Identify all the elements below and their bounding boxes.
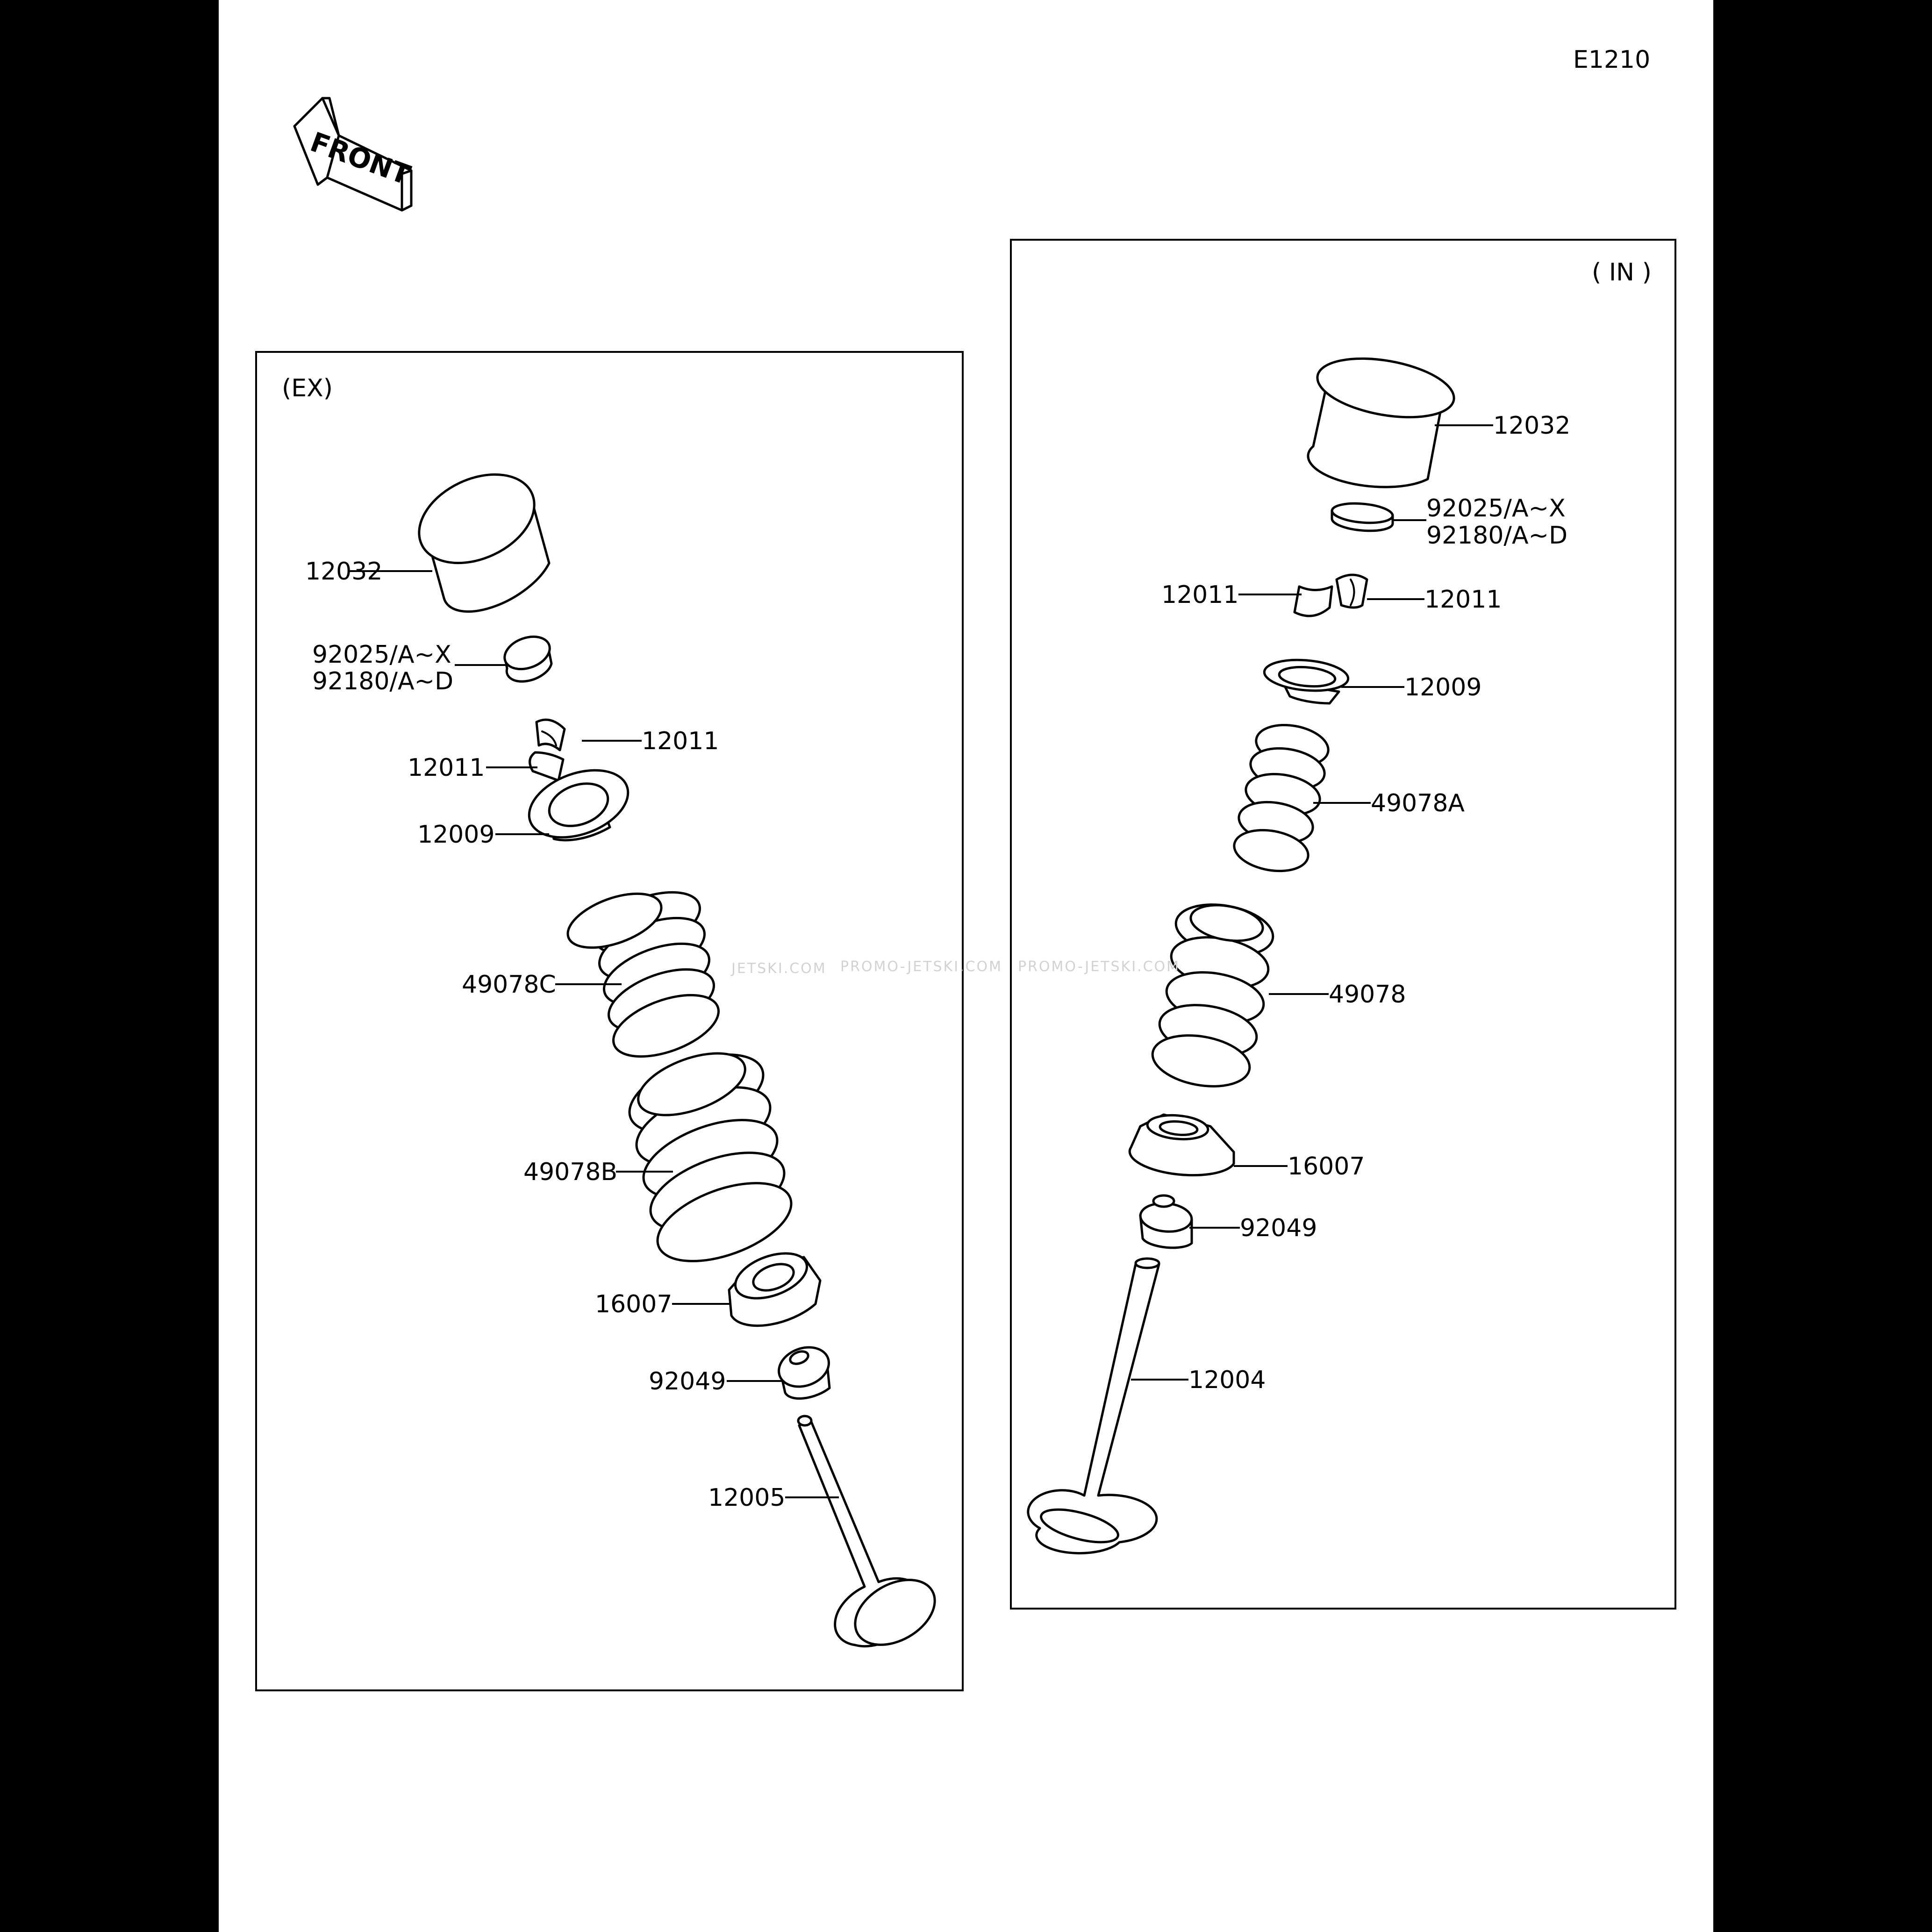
ex-panel [256, 352, 963, 1690]
ex-title: (EX) [282, 374, 333, 402]
ex-label-spring-seat: 16007 [595, 1290, 673, 1318]
in-label-retainer: 12009 [1404, 673, 1482, 701]
in-spring-inner [1231, 720, 1331, 876]
in-label-valve: 12004 [1188, 1366, 1266, 1394]
in-spring-outer [1149, 898, 1277, 1094]
ex-label-spring-outer: 49078B [523, 1158, 618, 1186]
watermark [730, 959, 1180, 977]
ex-tappet [405, 457, 549, 612]
in-label-shim-1: 92025/A~X [1426, 494, 1566, 522]
in-retainer [1263, 657, 1350, 703]
in-label-spring-outer: 49078 [1329, 980, 1406, 1009]
in-valve [1028, 1259, 1159, 1553]
ex-label-spring-inner: 49078C [462, 971, 556, 999]
ex-valve [798, 1416, 946, 1658]
ex-label-collet-left: 12011 [408, 754, 485, 782]
ex-label-shim-1: 92025/A~X [312, 641, 451, 669]
ex-spring-seat [729, 1245, 820, 1326]
in-label-tappet: 12032 [1493, 412, 1571, 440]
ex-spring-outer [619, 1039, 801, 1277]
in-tappet [1308, 349, 1459, 487]
ex-label-tappet: 12032 [305, 558, 383, 586]
ex-label-stem-seal: 92049 [649, 1367, 726, 1395]
in-stem-seal [1139, 1195, 1193, 1248]
in-shim [1331, 501, 1394, 530]
diagram-id: E1210 [1573, 46, 1651, 74]
in-collets [1295, 575, 1367, 616]
in-label-shim-2: 92180/A~D [1426, 522, 1568, 550]
in-label-spring-inner: 49078A [1371, 789, 1465, 817]
watermark-1: JETSKI.COM [731, 960, 827, 977]
in-label-spring-seat: 16007 [1288, 1152, 1365, 1181]
in-label-collet-left: 12011 [1161, 581, 1239, 609]
ex-label-shim-2: 92180/A~D [312, 667, 454, 695]
ex-collets [530, 720, 565, 780]
in-title: ( IN ) [1592, 258, 1652, 286]
ex-label-retainer: 12009 [417, 821, 495, 849]
in-label-collet-right: 12011 [1424, 586, 1502, 614]
ex-label-valve: 12005 [708, 1484, 786, 1512]
in-label-stem-seal: 92049 [1240, 1214, 1317, 1242]
front-arrow-icon [294, 98, 415, 210]
watermark-2: PROMO-JETSKI.COM [840, 959, 1003, 975]
in-panel [1011, 240, 1675, 1609]
front-label: FRONT [306, 126, 415, 191]
ex-spring-inner [561, 880, 727, 1069]
in-spring-seat [1130, 1113, 1234, 1175]
ex-label-collet-right: 12011 [642, 727, 719, 755]
ex-shim [500, 631, 554, 681]
watermark-3: PROMO-JETSKI.COM [1018, 959, 1181, 975]
ex-stem-seal [773, 1341, 835, 1399]
